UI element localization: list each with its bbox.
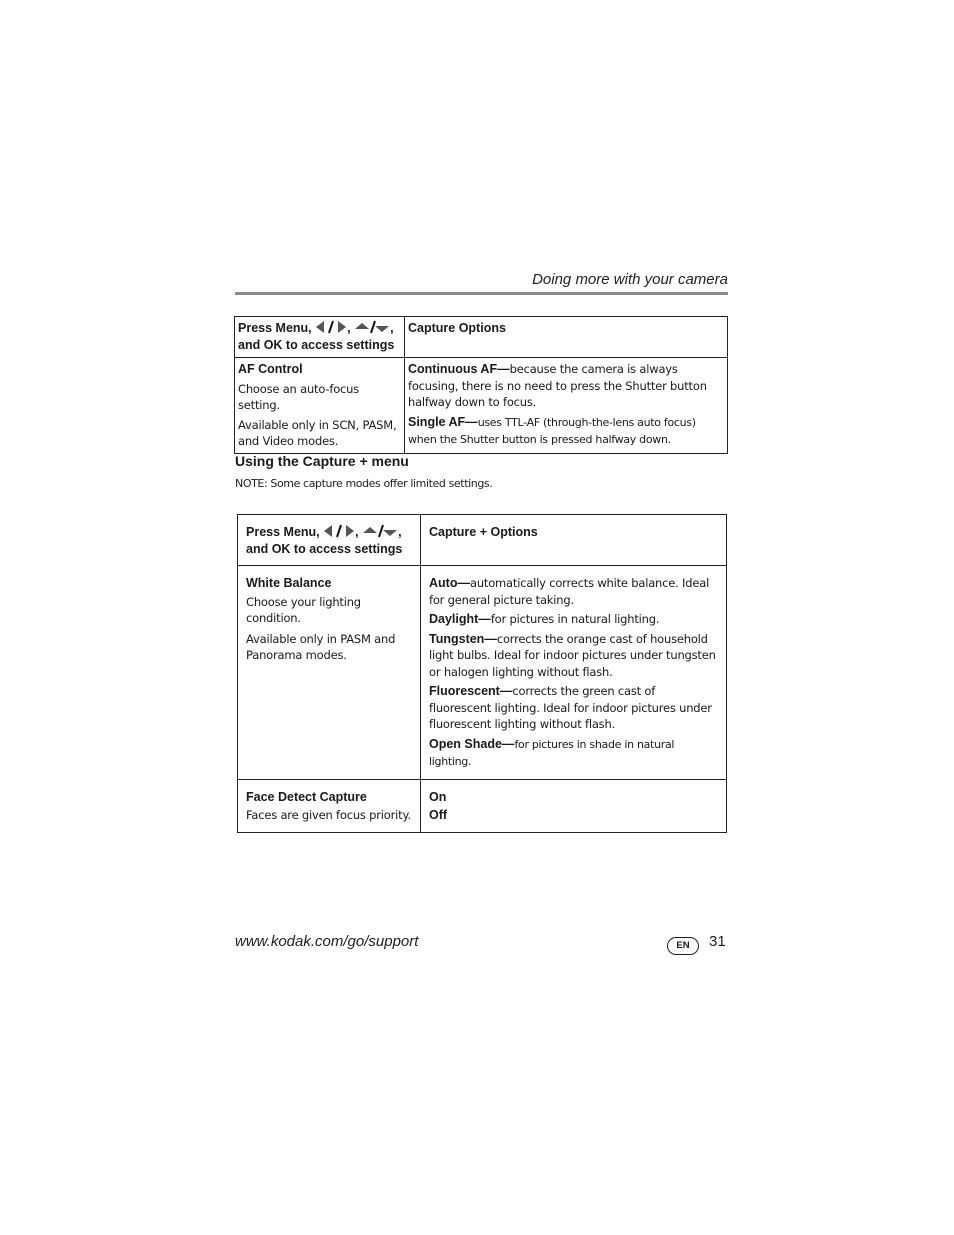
setting-description: Faces are given focus priority. — [246, 808, 411, 822]
left-right-arrows-icon — [324, 524, 354, 538]
option-off: Off — [429, 808, 448, 822]
header-press-menu: Press Menu, — [238, 321, 312, 335]
header-rule — [235, 292, 728, 295]
table-header-right: Capture Options — [405, 317, 728, 358]
options-cell — [421, 779, 727, 832]
options-cell — [405, 358, 728, 454]
setting-name: White Balance — [246, 576, 332, 590]
options-cell — [421, 566, 727, 780]
option-on: On — [429, 789, 447, 804]
option-tungsten: Tungsten—corrects the orange cast of household light bulbs. Ideal for indoor pictures under tungsten or halogen lighting without flash. — [429, 631, 716, 679]
header-press-menu: Press Menu, — [246, 525, 320, 539]
table-row — [238, 566, 727, 780]
table-header-row — [235, 317, 728, 358]
setting-description: Choose an auto-focus setting. — [238, 381, 360, 412]
page-number: 31 — [709, 933, 726, 950]
setting-name: AF Control — [238, 362, 303, 376]
table-row — [235, 358, 728, 454]
table-row — [238, 779, 727, 832]
header-access-settings: and OK to access settings — [238, 337, 395, 352]
setting-cell — [235, 358, 405, 454]
option-continuous-af: Continuous AF—because the camera is always focusing, there is no need to press the Shutter button halfway down to focus. — [408, 362, 707, 409]
footer-support-url[interactable]: www.kodak.com/go/support — [235, 933, 419, 950]
setting-availability: Available only in PASM and Panorama modes. — [246, 631, 396, 662]
table-header-left: Press Menu, , , and OK to access settings — [238, 515, 421, 566]
option-fluorescent: Fluorescent—corrects the green cast of fluorescent lighting. Ideal for indoor pictures under fluorescent lighting without flash. — [429, 684, 712, 731]
option-daylight: Daylight—for pictures in natural lighting. — [429, 612, 660, 626]
option-single-af: Single AF—uses TTL-AF (through-the-lens auto focus) when the Shutter button is pressed halfway down. — [408, 414, 696, 446]
setting-description: Choose your lighting condition. — [246, 594, 361, 625]
language-badge: EN — [667, 937, 699, 955]
option-auto: Auto—automatically corrects white balance. Ideal for general picture taking. — [429, 576, 710, 607]
setting-name: Face Detect Capture — [246, 789, 367, 804]
capture-plus-options-table — [237, 514, 727, 833]
section-title: Using the Capture + menu — [235, 453, 409, 469]
table-header-row — [238, 515, 727, 566]
setting-availability: Available only in SCN, PASM, and Video modes. — [238, 417, 397, 448]
left-right-arrows-icon — [316, 320, 346, 334]
setting-cell — [238, 779, 421, 832]
capture-options-table — [234, 316, 728, 454]
up-down-arrows-icon — [355, 320, 389, 334]
up-down-arrows-icon — [363, 524, 397, 538]
table-header-left: Press Menu, , , and OK to access settings — [235, 317, 405, 358]
table-header-right: Capture + Options — [421, 515, 727, 566]
running-header: Doing more with your camera — [532, 271, 728, 288]
option-open-shade: Open Shade—for pictures in shade in natural lighting. — [429, 736, 675, 768]
setting-cell — [238, 566, 421, 780]
header-access-settings: and OK to access settings — [246, 541, 403, 556]
section-note: NOTE: Some capture modes offer limited settings. — [235, 477, 493, 490]
